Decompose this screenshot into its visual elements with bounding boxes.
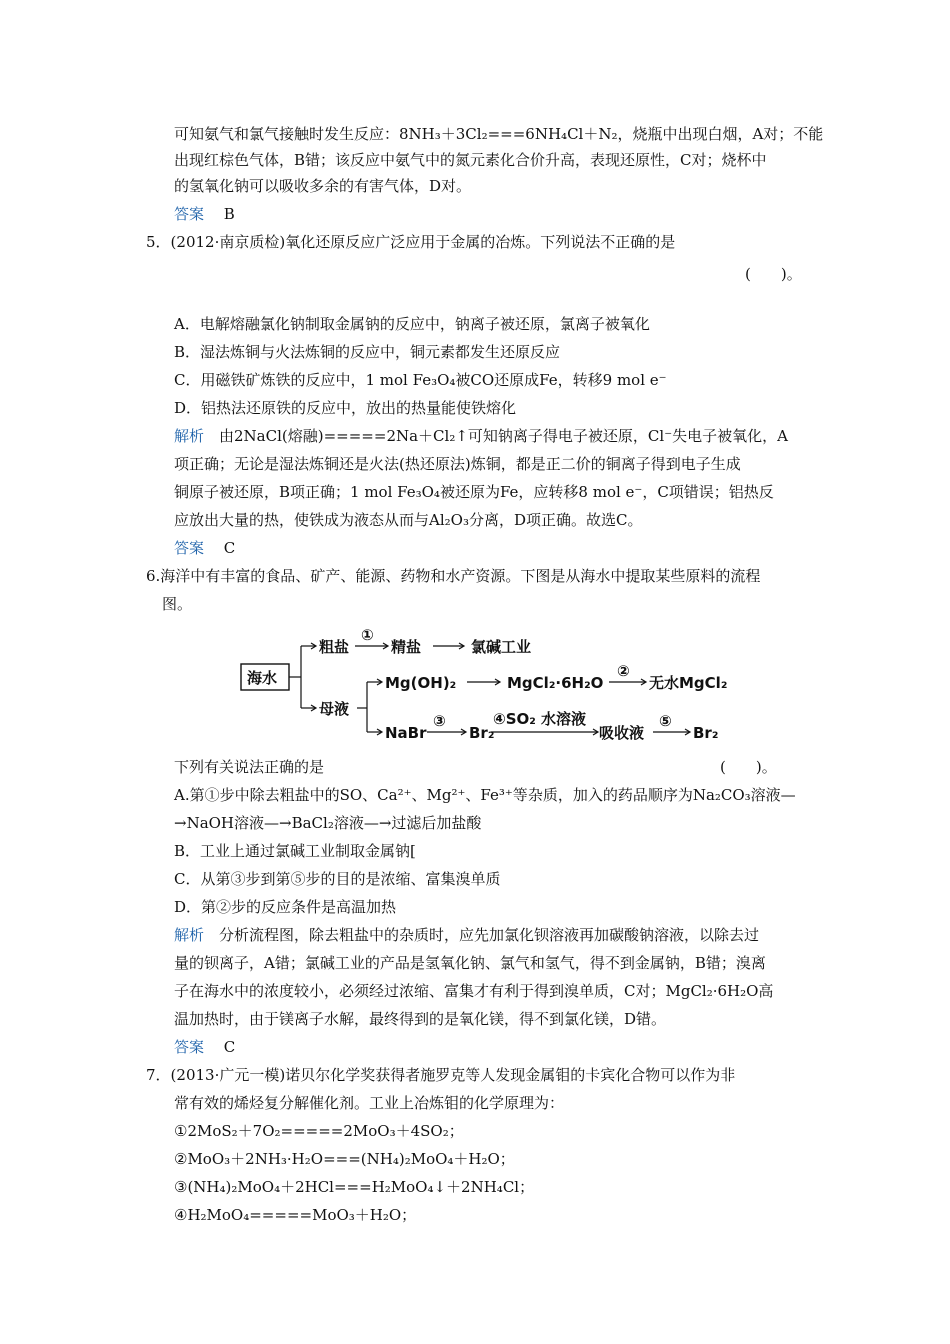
analysis-text: 由2NaCl(熔融)=====2Na＋Cl₂↑可知钠离子得电子被还原，Cl⁻失电子被氧化，A [204,427,788,445]
answer-tag: 答案 [174,1038,205,1056]
q5-analysis-line-3: 铜原子被还原，B项正确；1 mol Fe₃O₄被还原为Fe，应转移8 mol e⁻，C项错误；铝热反 [174,483,774,501]
mgcl2-hydrate-label: MgCl₂·6H₂O [507,674,604,692]
q7-reaction-2: ②MoO₃＋2NH₃·H₂O===(NH₄)₂MoO₄＋H₂O； [174,1150,515,1168]
analysis-text: 分析流程图，除去粗盐中的杂质时，应先加氯化钡溶液再加碳酸钠溶液，以除去过 [204,926,760,944]
crude-salt-label: 粗盐 [319,638,350,656]
q4-analysis-line-3: 的氢氧化钠可以吸收多余的有害气体，D对。 [174,177,472,195]
q6-stem-line-2: 图。 [162,595,193,613]
q6-stem-line-1: 6.海洋中有丰富的食品、矿产、能源、药物和水产资源。下图是从海水中提取某些原料的流程 [146,567,761,585]
answer-value: C [223,539,236,557]
q6-analysis-line-1 [174,925,759,945]
analysis-tag: 解析 [174,427,205,445]
q5-answer [174,538,235,558]
q5-option-c: C．用磁铁矿炼铁的反应中，1 mol Fe₃O₄被CO还原成Fe，转移9 mol e⁻ [174,371,667,389]
q6-option-a-line-1: A.第①步中除去粗盐中的SO、Ca²⁺、Mg²⁺、Fe³⁺等杂质，加入的药品顺序为Na₂CO₃溶液— [174,786,796,804]
q6-question: 下列有关说法正确的是 [174,758,325,776]
answer-value: C [223,1038,236,1056]
answer-tag: 答案 [174,205,205,223]
q6-analysis-line-3: 子在海水中的浓度较小，必须经过浓缩、富集才有利于得到溴单质，C对；MgCl₂·6H₂O高 [174,982,774,1000]
q5-option-b: B．湿法炼铜与火法炼铜的反应中，铜元素都发生还原反应 [174,343,561,361]
mgoh2-label: Mg(OH)₂ [385,674,457,692]
q5-option-a: A．电解熔融氯化钠制取金属钠的反应中，钠离子被还原，氯离子被氧化 [174,315,650,333]
q6-analysis-line-2: 量的钡离子，A错；氯碱工业的产品是氢氧化钠、氯气和氢气，得不到金属钠，B错；溴离 [174,954,766,972]
q5-blank: ( )。 [745,265,802,283]
step-4-label: ④SO₂ 水溶液 [493,710,587,728]
q7-reaction-1: ①2MoS₂＋7O₂=====2MoO₃＋4SO₂； [174,1122,464,1140]
q7-reaction-3: ③(NH₄)₂MoO₄＋2HCl===H₂MoO₄↓＋2NH₄Cl； [174,1178,535,1196]
mother-liquor-label: 母液 [319,700,350,718]
step-1-label: ① [361,626,374,644]
q6-option-b: B．工业上通过氯碱工业制取金属钠[ [174,842,416,860]
q6-option-c: C．从第③步到第⑤步的目的是浓缩、富集溴单质 [174,870,501,888]
q5-analysis-line-1 [174,426,788,446]
nabr-label: NaBr [385,724,427,742]
step-5-label: ⑤ [659,712,672,730]
br2-label-a: Br₂ [469,724,495,742]
q4-analysis-line-1: 可知氨气和氯气接触时发生反应：8NH₃＋3Cl₂===6NH₄Cl＋N₂，烧瓶中出现白烟，A对；不能 [174,125,824,143]
q6-blank: ( )。 [720,758,777,776]
step-2-label: ② [617,662,630,680]
q7-stem-line-2: 常有效的烯烃复分解催化剂。工业上冶炼钼的化学原理为： [174,1094,565,1112]
process-flow-diagram [237,624,747,754]
answer-tag: 答案 [174,539,205,557]
q6-option-a-line-2: →NaOH溶液—→BaCl₂溶液—→过滤后加盐酸 [174,814,482,832]
answer-value: B [223,205,235,223]
analysis-tag: 解析 [174,926,205,944]
q7-reaction-4: ④H₂MoO₄=====MoO₃＋H₂O； [174,1206,417,1224]
chlor-alkali-label: 氯碱工业 [471,638,532,656]
q5-stem: 5．(2012·南京质检)氧化还原反应广泛应用于金属的冶炼。下列说法不正确的是 [146,233,676,251]
q5-analysis-line-4: 应放出大量的热，使铁成为液态从而与Al₂O₃分离，D项正确。故选C。 [174,511,643,529]
br2-label-b: Br₂ [693,724,719,742]
q6-analysis-line-4: 温加热时，由于镁离子水解，最终得到的是氧化镁，得不到氯化镁，D错。 [174,1010,667,1028]
q5-analysis-line-2: 项正确；无论是湿法炼铜还是火法(热还原法)炼铜，都是正二价的铜离子得到电子生成 [174,455,741,473]
q6-answer [174,1037,235,1057]
q7-stem-line-1: 7．(2013·广元一模)诺贝尔化学奖获得者施罗克等人发现金属钼的卡宾化合物可以作为非 [146,1066,736,1084]
step-3-label: ③ [433,712,446,730]
refined-salt-label: 精盐 [391,638,422,656]
q5-option-d: D．铝热法还原铁的反应中，放出的热量能使铁熔化 [174,399,517,417]
q6-option-d: D．第②步的反应条件是高温加热 [174,898,397,916]
anhydrous-mgcl2-label: 无水MgCl₂ [649,674,728,692]
seawater-label: 海水 [247,669,278,687]
q4-analysis-line-2: 出现红棕色气体，B错；该反应中氨气中的氮元素化合价升高，表现还原性，C对；烧杯中 [174,151,767,169]
q4-answer [174,204,235,224]
absorb-liquid-label: 吸收液 [599,724,645,742]
